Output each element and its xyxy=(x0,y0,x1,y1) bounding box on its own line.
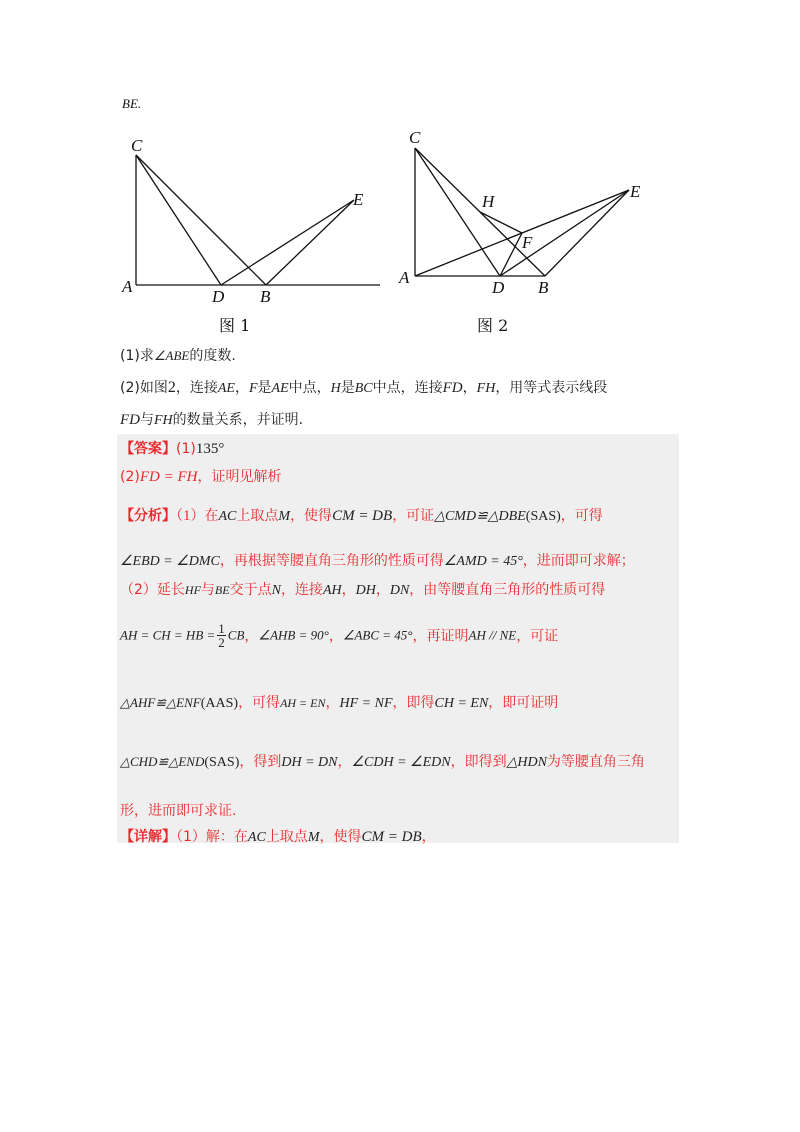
analysis-line-3 xyxy=(120,579,605,599)
an-l3-d: ，连接 xyxy=(280,582,323,598)
detail-m: M xyxy=(307,830,320,845)
an-l5-d: ，即可证明 xyxy=(488,695,559,711)
figure-1-caption: 图 1 xyxy=(219,316,251,335)
an-l4-c: ，再证明 xyxy=(412,628,469,645)
answer-2-suffix: ，证明见解析 xyxy=(197,469,282,485)
an-l3-ah: AH xyxy=(322,583,342,598)
fig1-segment-be xyxy=(266,200,354,285)
an-l3-b: 与 xyxy=(200,582,215,598)
q2-num: 2 xyxy=(167,379,176,396)
analysis-line-1 xyxy=(120,505,603,525)
detail-d: ， xyxy=(421,829,436,845)
q2-fd: FD xyxy=(442,380,463,396)
fig2-segment-be xyxy=(545,190,629,276)
an-l6-tri: △HDN xyxy=(506,755,547,770)
an-l6-cong: △CHD≌△END xyxy=(120,754,205,769)
an-l5-cong: △AHF≌△ENF xyxy=(120,695,201,710)
an-l5-aas: (AAS) xyxy=(200,696,239,711)
analysis-line-4 xyxy=(120,622,558,649)
an-l2-b: ，进而即可求解； xyxy=(522,553,635,569)
q1-angle: ∠ABE xyxy=(153,348,190,363)
an-l6-e: 角 xyxy=(630,754,645,770)
an-l4-b: ， xyxy=(328,628,343,645)
q2-d: 是 xyxy=(257,380,272,396)
analysis-line-2 xyxy=(120,550,635,570)
an-l6-d: 为等腰直角三 xyxy=(546,754,631,770)
fig1-segment-cd xyxy=(136,155,221,285)
an-l6-sas: (SAS) xyxy=(204,755,240,770)
an-l4-den: 2 xyxy=(218,635,225,650)
an-l1-e: ，可证 xyxy=(392,508,435,524)
an-l1-m: M xyxy=(278,509,291,524)
q2-f-text: 是 xyxy=(340,380,355,396)
fig1-segment-cb xyxy=(136,155,266,285)
figure-2-caption: 图 2 xyxy=(477,316,509,335)
fig2-label-b: B xyxy=(538,278,549,297)
an-l4-ang2: ∠ABC = 45° xyxy=(342,627,413,643)
question-1 xyxy=(120,345,236,365)
fig1-label-c: C xyxy=(131,136,143,155)
q1-prefix: (1)求 xyxy=(120,348,154,364)
an-l3-c: 交于点 xyxy=(229,582,272,598)
an-l4-cb: CB xyxy=(227,627,245,643)
an-l5-c: ，即得 xyxy=(392,695,435,711)
an-l1-d: ，使得 xyxy=(290,508,333,524)
an-l3-f: ， xyxy=(375,582,390,598)
an-l5-eq2: HF = NF xyxy=(339,696,393,711)
an-l4-par: AH // NE xyxy=(468,627,517,643)
an-l6-a: ，得到 xyxy=(239,754,282,770)
an-l3-dh: DH xyxy=(355,583,376,598)
an-l1-eq: CM = DB xyxy=(332,508,393,524)
an-l3-a: （2）延长 xyxy=(120,582,185,598)
q2-ae: AE xyxy=(217,381,235,396)
an-l1-a: （ xyxy=(176,508,183,524)
fig2-label-h: H xyxy=(482,192,495,211)
q2-fh: FH xyxy=(476,381,496,396)
answer-2-prefix: (2) xyxy=(120,469,140,485)
answer-1-value: 135° xyxy=(195,441,225,457)
q2-b: ，连接 xyxy=(175,380,218,396)
fig2-label-d: D xyxy=(492,278,505,297)
an-l3-be: BE xyxy=(214,583,230,597)
an-l4-d: ，可证 xyxy=(516,628,559,645)
fig2-segment-hf xyxy=(480,212,522,233)
an-l6-eq1: DH = DN xyxy=(281,755,338,770)
answer-label: 【答案】 xyxy=(120,441,176,457)
an-l1-ac: AC xyxy=(218,509,237,524)
detail-label: 【详解】 xyxy=(120,829,176,845)
header-fragment: BE. xyxy=(122,96,142,111)
fig2-label-c: C xyxy=(409,128,421,147)
an-l3-n: N xyxy=(271,583,281,598)
fig2-label-e: E xyxy=(630,182,641,201)
an-l6-c: ，即得到 xyxy=(450,754,507,770)
q2-fh2: FH xyxy=(154,413,173,428)
q2-j: 与 xyxy=(140,412,154,428)
fig2-segment-de xyxy=(500,190,629,276)
an-l1-cong: △CMD≌△DBE xyxy=(434,509,526,524)
an-l2-a: ，再根据等腰直角三角形的性质可得 xyxy=(219,553,444,569)
question-2-line-1 xyxy=(120,377,607,397)
fig2-segment-fd xyxy=(500,233,522,276)
fig2-segment-cd xyxy=(415,148,500,276)
answer-2-eq: FD = FH xyxy=(139,469,198,485)
an-l3-e: ， xyxy=(341,582,356,598)
fig1-segment-de xyxy=(221,200,354,285)
detail-a: （1）解：在 xyxy=(176,829,248,845)
q1-suffix: 的度数. xyxy=(189,348,236,364)
detail-c: ，使得 xyxy=(319,829,362,845)
fig1-label-e: E xyxy=(353,190,364,209)
fig2-label-f: F xyxy=(522,233,533,252)
fig2-label-a: A xyxy=(399,268,410,287)
q2-a: (2)如图 xyxy=(120,380,168,396)
an-l6-eq2: ∠CDH = ∠EDN xyxy=(351,755,451,770)
an-l1-c: 上取点 xyxy=(236,508,279,524)
q2-k: 的数量关系，并证明. xyxy=(172,412,304,428)
an-l6-b: ， xyxy=(337,754,352,770)
an-l4-num: 1 xyxy=(218,621,225,636)
detail-line-1 xyxy=(120,826,436,846)
detail-b: 上取点 xyxy=(265,829,308,845)
q2-bc: BC xyxy=(354,381,373,396)
an-l4-eq: AH = CH = HB = xyxy=(120,627,216,643)
an-l3-hf: HF xyxy=(184,583,201,597)
figure-1 xyxy=(110,130,400,310)
analysis-line-6 xyxy=(120,751,645,771)
fig1-label-a: A xyxy=(122,277,133,296)
analysis-label: 【分析】 xyxy=(120,508,176,524)
q2-h: H xyxy=(330,381,341,396)
an-l1-sas: (SAS) xyxy=(525,509,561,524)
an-l3-g: ，由等腰直角三角形的性质可得 xyxy=(409,582,606,598)
fig1-label-d: D xyxy=(212,287,225,306)
answer-line-2 xyxy=(120,466,281,486)
q2-c: ， xyxy=(234,380,249,396)
detail-eq: CM = DB xyxy=(361,829,422,845)
analysis-line-5 xyxy=(120,692,558,712)
an-l2-eq2: ∠AMD = 45° xyxy=(443,554,523,569)
an-l5-a: ，可得 xyxy=(238,695,281,711)
q2-h-text: ， xyxy=(462,380,477,396)
answer-line-1 xyxy=(120,438,224,458)
an-l2-eq: ∠EBD = ∠DMC xyxy=(120,554,220,569)
an-l5-eq3: CH = EN xyxy=(434,696,489,711)
q2-g: 中点，连接 xyxy=(372,380,443,396)
an-l3-dn: DN xyxy=(389,583,410,598)
q2-f: F xyxy=(248,381,258,396)
fig1-label-b: B xyxy=(260,287,271,306)
analysis-line-7: 形，进而即可求证. xyxy=(120,803,237,819)
an-l4-ang1: ∠AHB = 90° xyxy=(258,627,329,643)
an-l4-a: ， xyxy=(244,628,259,645)
q2-i: ，用等式表示线段 xyxy=(495,380,608,396)
an-l1-b: ）在 xyxy=(190,508,219,524)
answer-1-prefix: (1) xyxy=(176,441,196,457)
an-l5-b: ， xyxy=(325,695,340,711)
an-l1-num: 1 xyxy=(183,508,191,524)
q2-ae2: AE xyxy=(271,381,289,396)
an-l1-f: ，可得 xyxy=(560,508,603,524)
an-l5-eq1: AH = EN xyxy=(280,696,326,710)
an-l4-frac xyxy=(217,622,226,649)
question-2-line-2 xyxy=(120,409,303,429)
detail-ac: AC xyxy=(247,830,266,845)
q2-fd2: FD xyxy=(120,412,140,428)
figure-2 xyxy=(395,120,665,305)
q2-e: 中点， xyxy=(288,380,331,396)
